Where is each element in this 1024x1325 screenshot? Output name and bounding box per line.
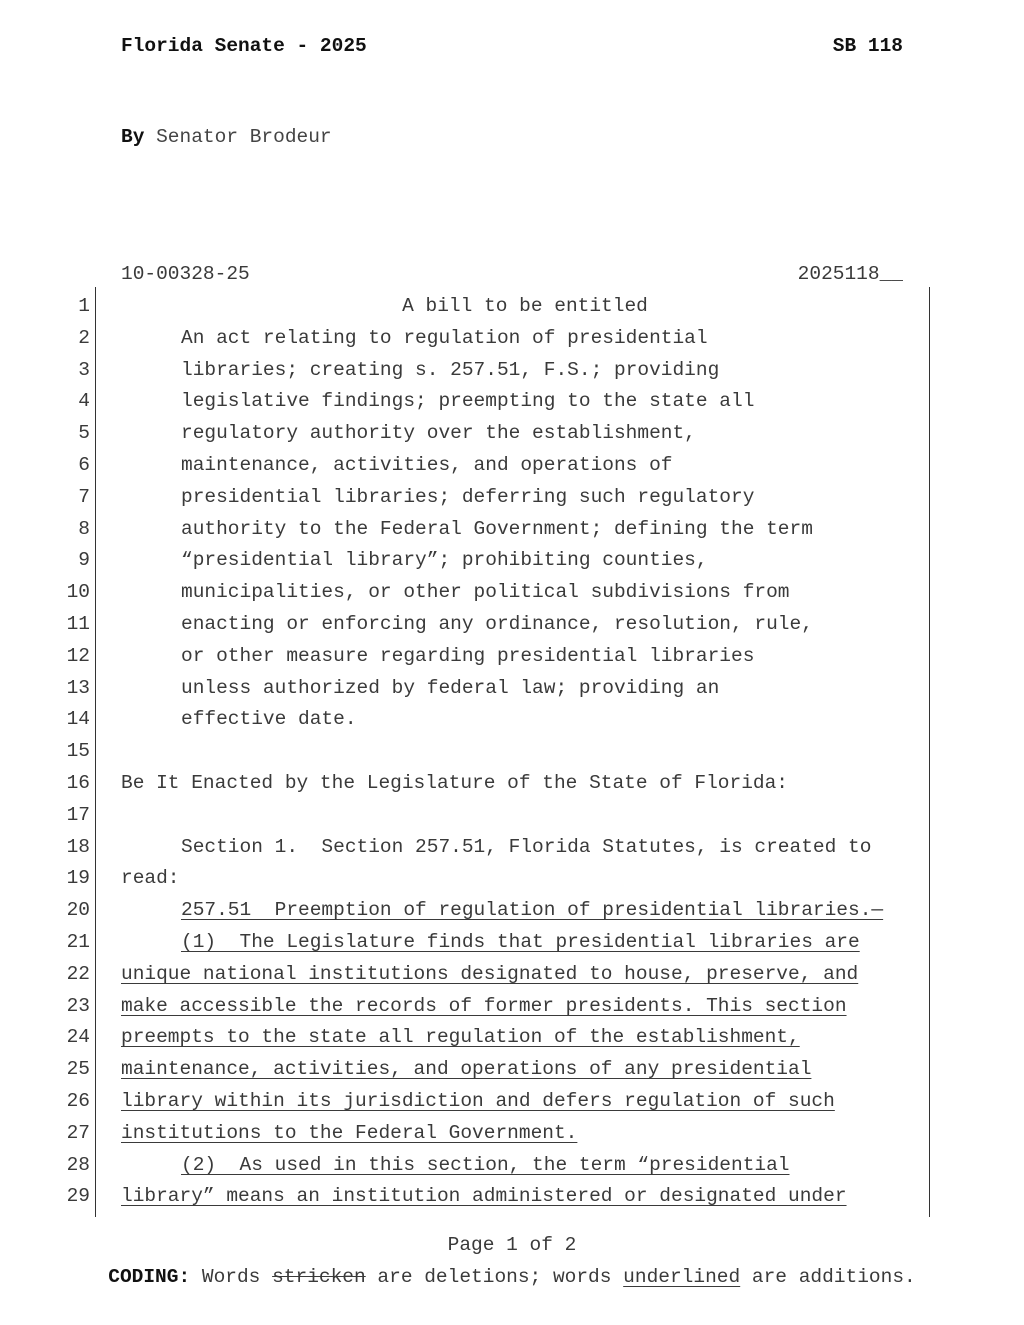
line-text	[181, 926, 860, 958]
line-text	[120, 290, 930, 322]
line-text	[181, 322, 708, 354]
line-text	[181, 417, 696, 449]
line-number: 12	[66, 644, 90, 667]
line-content: legislative findings; preempting to the state all	[181, 390, 755, 413]
line-content: A bill to be entitled	[402, 295, 648, 317]
bill-line	[0, 1149, 1024, 1181]
added-text: preempts to the state all regulation of the establishment,	[121, 1026, 800, 1049]
line-content: unless authorized by federal law; providing an	[181, 676, 720, 699]
added-text: library within its jurisdiction and defers regulation of such	[121, 1090, 835, 1112]
coding-stricken-sample: stricken	[272, 1266, 366, 1288]
line-number: 27	[66, 1121, 90, 1144]
bill-line	[0, 1053, 1024, 1085]
line-text	[181, 354, 719, 386]
line-text	[181, 449, 672, 481]
bill-line	[0, 799, 1024, 831]
line-text	[181, 608, 813, 640]
bill-line	[0, 608, 1024, 640]
bill-line	[0, 1180, 1024, 1212]
bill-line	[0, 672, 1024, 704]
line-number: 16	[66, 772, 90, 794]
line-number: 15	[66, 740, 90, 763]
line-number: 8	[78, 517, 90, 540]
bill-line	[0, 1117, 1024, 1149]
bill-line	[0, 449, 1024, 481]
line-text	[121, 958, 858, 990]
line-number: 7	[78, 485, 90, 508]
line-content: authority to the Federal Government; defining the term	[181, 517, 813, 540]
bill-line	[0, 862, 1024, 894]
line-content: maintenance, activities, and operations of	[181, 454, 673, 476]
line-text	[181, 481, 754, 513]
line-number: 1	[78, 295, 90, 317]
line-number: 26	[66, 1090, 90, 1112]
bill-line	[0, 544, 1024, 576]
bill-line	[0, 958, 1024, 990]
line-text	[121, 990, 847, 1022]
line-text	[181, 385, 754, 417]
coding-words: Words	[190, 1266, 273, 1288]
added-text: institutions to the Federal Government.	[121, 1121, 578, 1144]
added-text: (1) The Legislature finds that presidential libraries are	[181, 931, 860, 953]
bill-line	[0, 322, 1024, 354]
added-text: make accessible the records of former presidents. This section	[121, 994, 847, 1017]
line-number: 13	[66, 676, 90, 699]
coding-legend	[0, 1266, 1024, 1288]
line-number: 24	[66, 1026, 90, 1049]
line-number: 11	[66, 613, 90, 635]
line-text	[121, 1117, 577, 1149]
bill-line	[0, 481, 1024, 513]
sponsor-line	[121, 126, 332, 148]
coding-end: are additions.	[740, 1266, 916, 1288]
line-content: or other measure regarding presidential libraries	[181, 644, 755, 667]
line-text	[121, 1085, 835, 1117]
added-text: library” means an institution administered or designated under	[121, 1185, 847, 1208]
bill-line	[0, 926, 1024, 958]
bill-code: 2025118__	[797, 263, 903, 285]
bill-line	[0, 354, 1024, 386]
line-text	[181, 894, 883, 926]
line-content: effective date.	[181, 708, 357, 731]
line-content: libraries; creating s. 257.51, F.S.; providing	[181, 358, 720, 381]
line-number: 14	[66, 708, 90, 731]
line-text	[181, 672, 719, 704]
coding-mid: are deletions; words	[365, 1266, 624, 1288]
line-number: 29	[66, 1185, 90, 1208]
bill-number: SB 118	[832, 35, 903, 57]
line-number: 28	[66, 1153, 90, 1176]
line-number: 4	[78, 390, 90, 413]
sponsor-by-label: By	[121, 126, 145, 148]
line-content: municipalities, or other political subdivisions from	[181, 581, 790, 604]
line-number: 9	[78, 549, 90, 572]
bill-line	[0, 767, 1024, 799]
line-text	[121, 862, 180, 894]
line-content: “presidential library”; prohibiting counties,	[181, 549, 708, 572]
line-text	[181, 1149, 790, 1181]
line-content: enacting or enforcing any ordinance, resolution, rule,	[181, 613, 813, 635]
bill-line	[0, 990, 1024, 1022]
line-text	[121, 1180, 847, 1212]
line-number: 25	[66, 1058, 90, 1081]
bill-line	[0, 1021, 1024, 1053]
line-number: 3	[78, 358, 90, 381]
line-text	[181, 544, 708, 576]
line-content: An act relating to regulation of presidential	[181, 326, 708, 349]
bill-line	[0, 385, 1024, 417]
coding-label: CODING:	[108, 1266, 191, 1288]
bill-line	[0, 513, 1024, 545]
line-text	[181, 831, 871, 863]
added-text: maintenance, activities, and operations of any presidential	[121, 1058, 812, 1081]
bill-line	[0, 703, 1024, 735]
line-number: 10	[66, 581, 90, 604]
line-number: 6	[78, 454, 90, 476]
line-text	[181, 576, 790, 608]
added-text: unique national institutions designated to house, preserve, and	[121, 962, 859, 985]
line-text	[181, 513, 813, 545]
line-content: Be It Enacted by the Legislature of the State of Florida:	[121, 772, 789, 794]
coding-underlined-sample: underlined	[623, 1266, 741, 1288]
line-number: 20	[66, 899, 90, 922]
header-title: Florida Senate - 2025	[121, 35, 367, 57]
bill-line	[0, 576, 1024, 608]
line-number: 19	[66, 867, 90, 890]
line-content: Section 1. Section 257.51, Florida Statutes, is created to	[181, 835, 872, 858]
line-number: 2	[78, 326, 90, 349]
added-text: 257.51 Preemption of regulation of presidential libraries.—	[181, 899, 884, 922]
line-content: regulatory authority over the establishment,	[181, 422, 696, 445]
bill-line	[0, 831, 1024, 863]
line-number: 5	[78, 422, 90, 445]
bill-line	[0, 290, 1024, 322]
added-text: (2) As used in this section, the term “presidential	[181, 1153, 790, 1176]
bill-line	[0, 417, 1024, 449]
bill-line	[0, 640, 1024, 672]
line-number: 23	[66, 994, 90, 1017]
line-text	[181, 703, 357, 735]
line-number: 22	[66, 962, 90, 985]
line-text	[121, 1021, 800, 1053]
line-number: 21	[66, 931, 90, 953]
bill-line	[0, 1085, 1024, 1117]
line-text	[121, 1053, 811, 1085]
line-content: presidential libraries; deferring such regulatory	[181, 485, 755, 508]
line-text	[181, 640, 754, 672]
sponsor-name: Senator Brodeur	[156, 126, 332, 148]
line-number: 17	[66, 803, 90, 826]
bill-line	[0, 894, 1024, 926]
line-number: 18	[66, 835, 90, 858]
document-id: 10-00328-25	[121, 263, 250, 285]
line-text	[121, 767, 788, 799]
page-indicator: Page 1 of 2	[447, 1234, 577, 1256]
line-content: read:	[121, 867, 180, 890]
bill-line	[0, 735, 1024, 767]
